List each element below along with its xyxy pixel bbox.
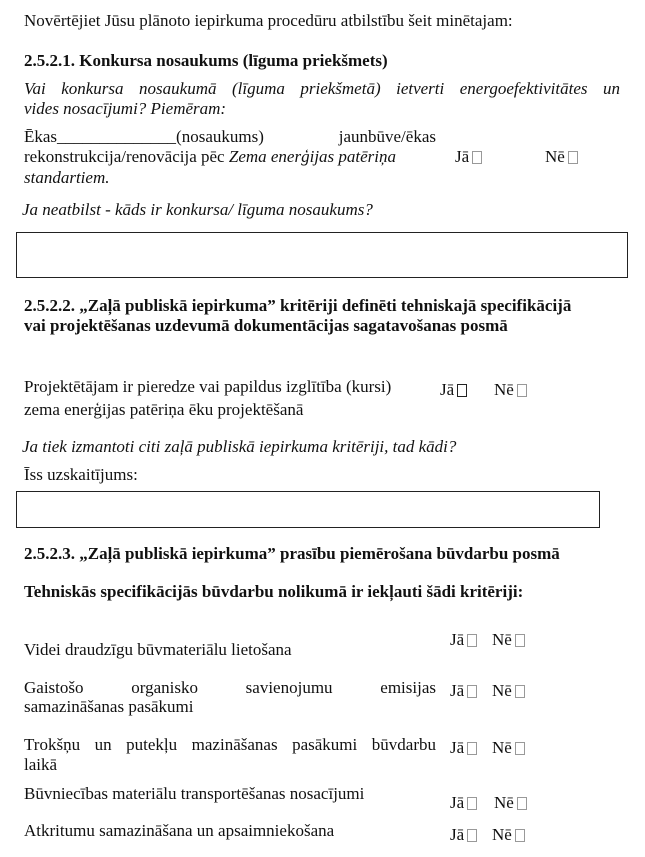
no-label: Nē bbox=[545, 147, 565, 166]
no-checkbox[interactable] bbox=[492, 630, 525, 650]
intro-text: Novērtējiet Jūsu plānoto iepirkuma procedūru atbilstību šeit minētajam: bbox=[24, 11, 513, 30]
yes-checkbox[interactable] bbox=[450, 630, 477, 650]
checkbox-icon[interactable] bbox=[467, 742, 477, 755]
criteria-label: Būvniecības materiālu transportēšanas nosacījumi bbox=[24, 784, 365, 803]
yes-checkbox[interactable] bbox=[450, 738, 477, 758]
checkbox-icon[interactable] bbox=[515, 685, 525, 698]
example-text: Ēkas______________(nosaukums) jaunbūve/ēkas bbox=[24, 127, 436, 146]
no-label: Nē bbox=[494, 380, 514, 399]
no-label: Nē bbox=[492, 681, 512, 700]
criteria-label: Videi draudzīgu būvmateriālu lietošana bbox=[24, 640, 292, 659]
designer-question: zema enerģijas patēriņa ēku projektēšanā bbox=[24, 400, 304, 419]
checkbox-icon[interactable] bbox=[517, 797, 527, 810]
yes-label: Jā bbox=[455, 147, 470, 166]
no-checkbox[interactable] bbox=[492, 825, 525, 845]
designer-question: Projektētājam ir pieredze vai papildus izglītība (kursi) bbox=[24, 377, 392, 396]
checkbox-icon[interactable] bbox=[467, 797, 477, 810]
criteria-subheading: Tehniskās specifikācijās būvdarbu nolikumā ir iekļauti šādi kritēriji: bbox=[24, 582, 524, 601]
no-checkbox[interactable] bbox=[494, 380, 527, 400]
yes-checkbox[interactable] bbox=[440, 380, 467, 400]
criteria-label: samazināšanas pasākumi bbox=[24, 697, 194, 716]
checkbox-icon[interactable] bbox=[472, 151, 482, 164]
question-text: vides nosacījumi? Piemēram: bbox=[24, 99, 227, 118]
no-label: Nē bbox=[492, 630, 512, 649]
yes-label: Jā bbox=[450, 681, 465, 700]
yes-checkbox[interactable] bbox=[450, 681, 477, 701]
checkbox-icon[interactable] bbox=[568, 151, 578, 164]
no-checkbox[interactable] bbox=[545, 147, 578, 167]
checkbox-icon[interactable] bbox=[517, 384, 527, 397]
section-heading-2-5-2-2-cont: vai projektēšanas uzdevumā dokumentācijas sagatavošanas posmā bbox=[24, 316, 508, 335]
followup-question: Ja tiek izmantoti citi zaļā publiskā iepirkuma kritēriji, tad kādi? bbox=[22, 437, 457, 456]
no-checkbox[interactable] bbox=[494, 793, 527, 813]
checkbox-icon[interactable] bbox=[515, 742, 525, 755]
checkbox-icon[interactable] bbox=[467, 634, 477, 647]
criteria-label: Gaistošo organisko savienojumu emisijas bbox=[24, 678, 436, 697]
no-checkbox[interactable] bbox=[492, 738, 525, 758]
no-label: Nē bbox=[494, 793, 514, 812]
checkbox-icon[interactable] bbox=[467, 829, 477, 842]
yes-label: Jā bbox=[450, 630, 465, 649]
yes-label: Jā bbox=[450, 825, 465, 844]
example-text-italic: Zema enerģijas patēriņa bbox=[228, 147, 397, 166]
section-heading-2-5-2-2: 2.5.2.2. „Zaļā publiskā iepirkuma” kritēriji definēti tehniskajā specifikācijā bbox=[24, 296, 572, 315]
yes-label: Jā bbox=[450, 738, 465, 757]
yes-checkbox[interactable] bbox=[450, 825, 477, 845]
criteria-label: laikā bbox=[24, 755, 58, 774]
checkbox-icon[interactable] bbox=[515, 829, 525, 842]
criteria-label: Atkritumu samazināšana un apsaimniekošana bbox=[24, 821, 335, 840]
no-checkbox[interactable] bbox=[492, 681, 525, 701]
no-label: Nē bbox=[492, 738, 512, 757]
example-text: standartiem. bbox=[24, 168, 110, 187]
checkbox-icon[interactable] bbox=[467, 685, 477, 698]
example-text-part: rekonstrukcija/renovācija pēc bbox=[24, 147, 229, 166]
criteria-list-input[interactable] bbox=[16, 491, 600, 528]
section-heading-2-5-2-1: 2.5.2.1. Konkursa nosaukums (līguma priekšmets) bbox=[24, 51, 388, 70]
criteria-label: Trokšņu un putekļu mazināšanas pasākumi būvdarbu bbox=[24, 735, 436, 754]
question-text: Vai konkursa nosaukumā (līguma priekšmetā) ietverti energoefektivitātes un bbox=[24, 79, 620, 98]
no-label: Nē bbox=[492, 825, 512, 844]
yes-label: Jā bbox=[440, 380, 455, 399]
checkbox-icon[interactable] bbox=[515, 634, 525, 647]
list-label: Īss uzskaitījums: bbox=[24, 465, 138, 484]
followup-question: Ja neatbilst - kāds ir konkursa/ līguma nosaukums? bbox=[22, 200, 373, 219]
yes-label: Jā bbox=[450, 793, 465, 812]
yes-checkbox[interactable] bbox=[455, 147, 482, 167]
contract-name-input[interactable] bbox=[16, 232, 628, 278]
checkbox-icon[interactable] bbox=[457, 384, 467, 397]
example-text bbox=[24, 147, 396, 167]
yes-checkbox[interactable] bbox=[450, 793, 477, 813]
section-heading-2-5-2-3: 2.5.2.3. „Zaļā publiskā iepirkuma” prasību piemērošana būvdarbu posmā bbox=[24, 544, 560, 563]
